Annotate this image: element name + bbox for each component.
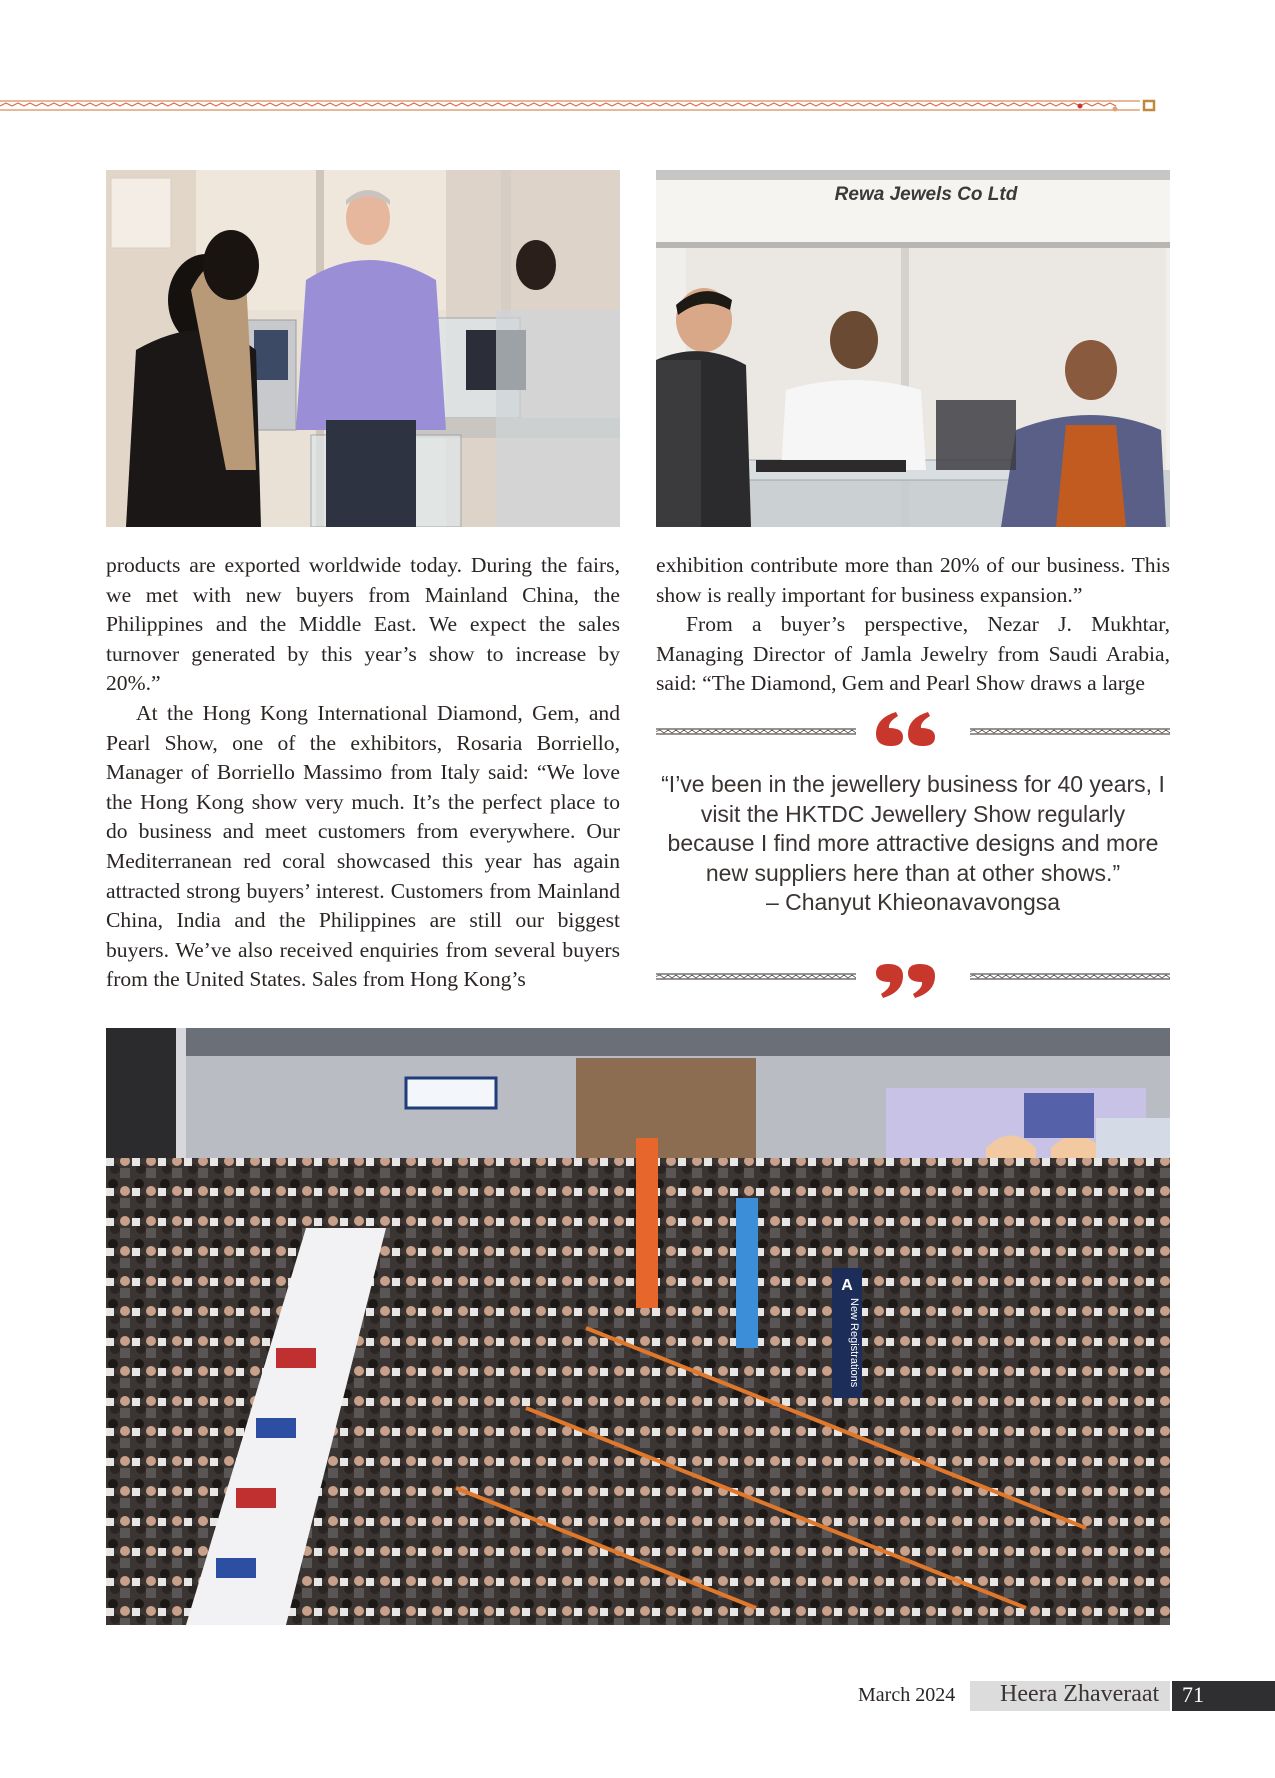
article-paragraph: From a buyer’s perspective, Nezar J. Mukhtar, Managing Director of Jamla Jewelry from Saudi Arabia, said: “The Diamond, Gem and Pearl Show draws a large [656,612,1170,696]
photo-exhibitor-at-display [106,170,620,527]
pull-quote-text: “I’ve been in the jewellery business for 40 years, I visit the HKTDC Jewellery Show regularly because I find more attractive designs and more new suppliers here than at other shows.” [661,771,1165,886]
article-column-right [656,551,1170,699]
footer-magazine-title: Heera Zhaveraat [1000,1681,1160,1707]
article-column-left [106,551,620,995]
pull-quote-attribution: – Chanyut Khieonavavongsa [765,889,1061,915]
pull-quote [656,770,1170,918]
photo-rewa-jewels-booth [656,170,1170,527]
top-decorative-rule [0,98,1160,112]
booth-sign-text: Rewa Jewels Co Ltd [834,184,1018,205]
registration-sign-text: New Registrations [848,1298,860,1388]
close-quote-icon [656,962,1170,1002]
photo-registration-hall-crowd [106,1028,1170,1625]
page-number: 71 [1182,1682,1204,1707]
article-paragraph: products are exported worldwide today. During the fairs, we met with new buyers from Mainland China, the Philippines and the Middle East. We expect the sales turnover generated by this year’s show to increase by 20%.” [106,553,620,696]
article-paragraph: At the Hong Kong International Diamond, Gem, and Pearl Show, one of the exhibitors, Rosaria Borriello, Manager of Borriello Massimo from Italy said: “We love the Hong Kong show very much. It’s the perfect place to do business and meet customers from everywhere. Our Mediterranean red coral showcased this year has again attracted strong buyers’ interest. Customers from Mainland China, India and the Philippines are still our biggest buyers. We’ve also received enquiries from several buyers from the United States. Sales from Hong Kong’s [106,700,620,992]
open-quote-icon [656,712,1170,752]
registration-sign-letter: A [841,1277,853,1294]
page-footer [0,1681,1275,1711]
footer-date: March 2024 [858,1684,956,1706]
article-paragraph: exhibition contribute more than 20% of our business. This show is really important for business expansion.” [656,553,1170,607]
